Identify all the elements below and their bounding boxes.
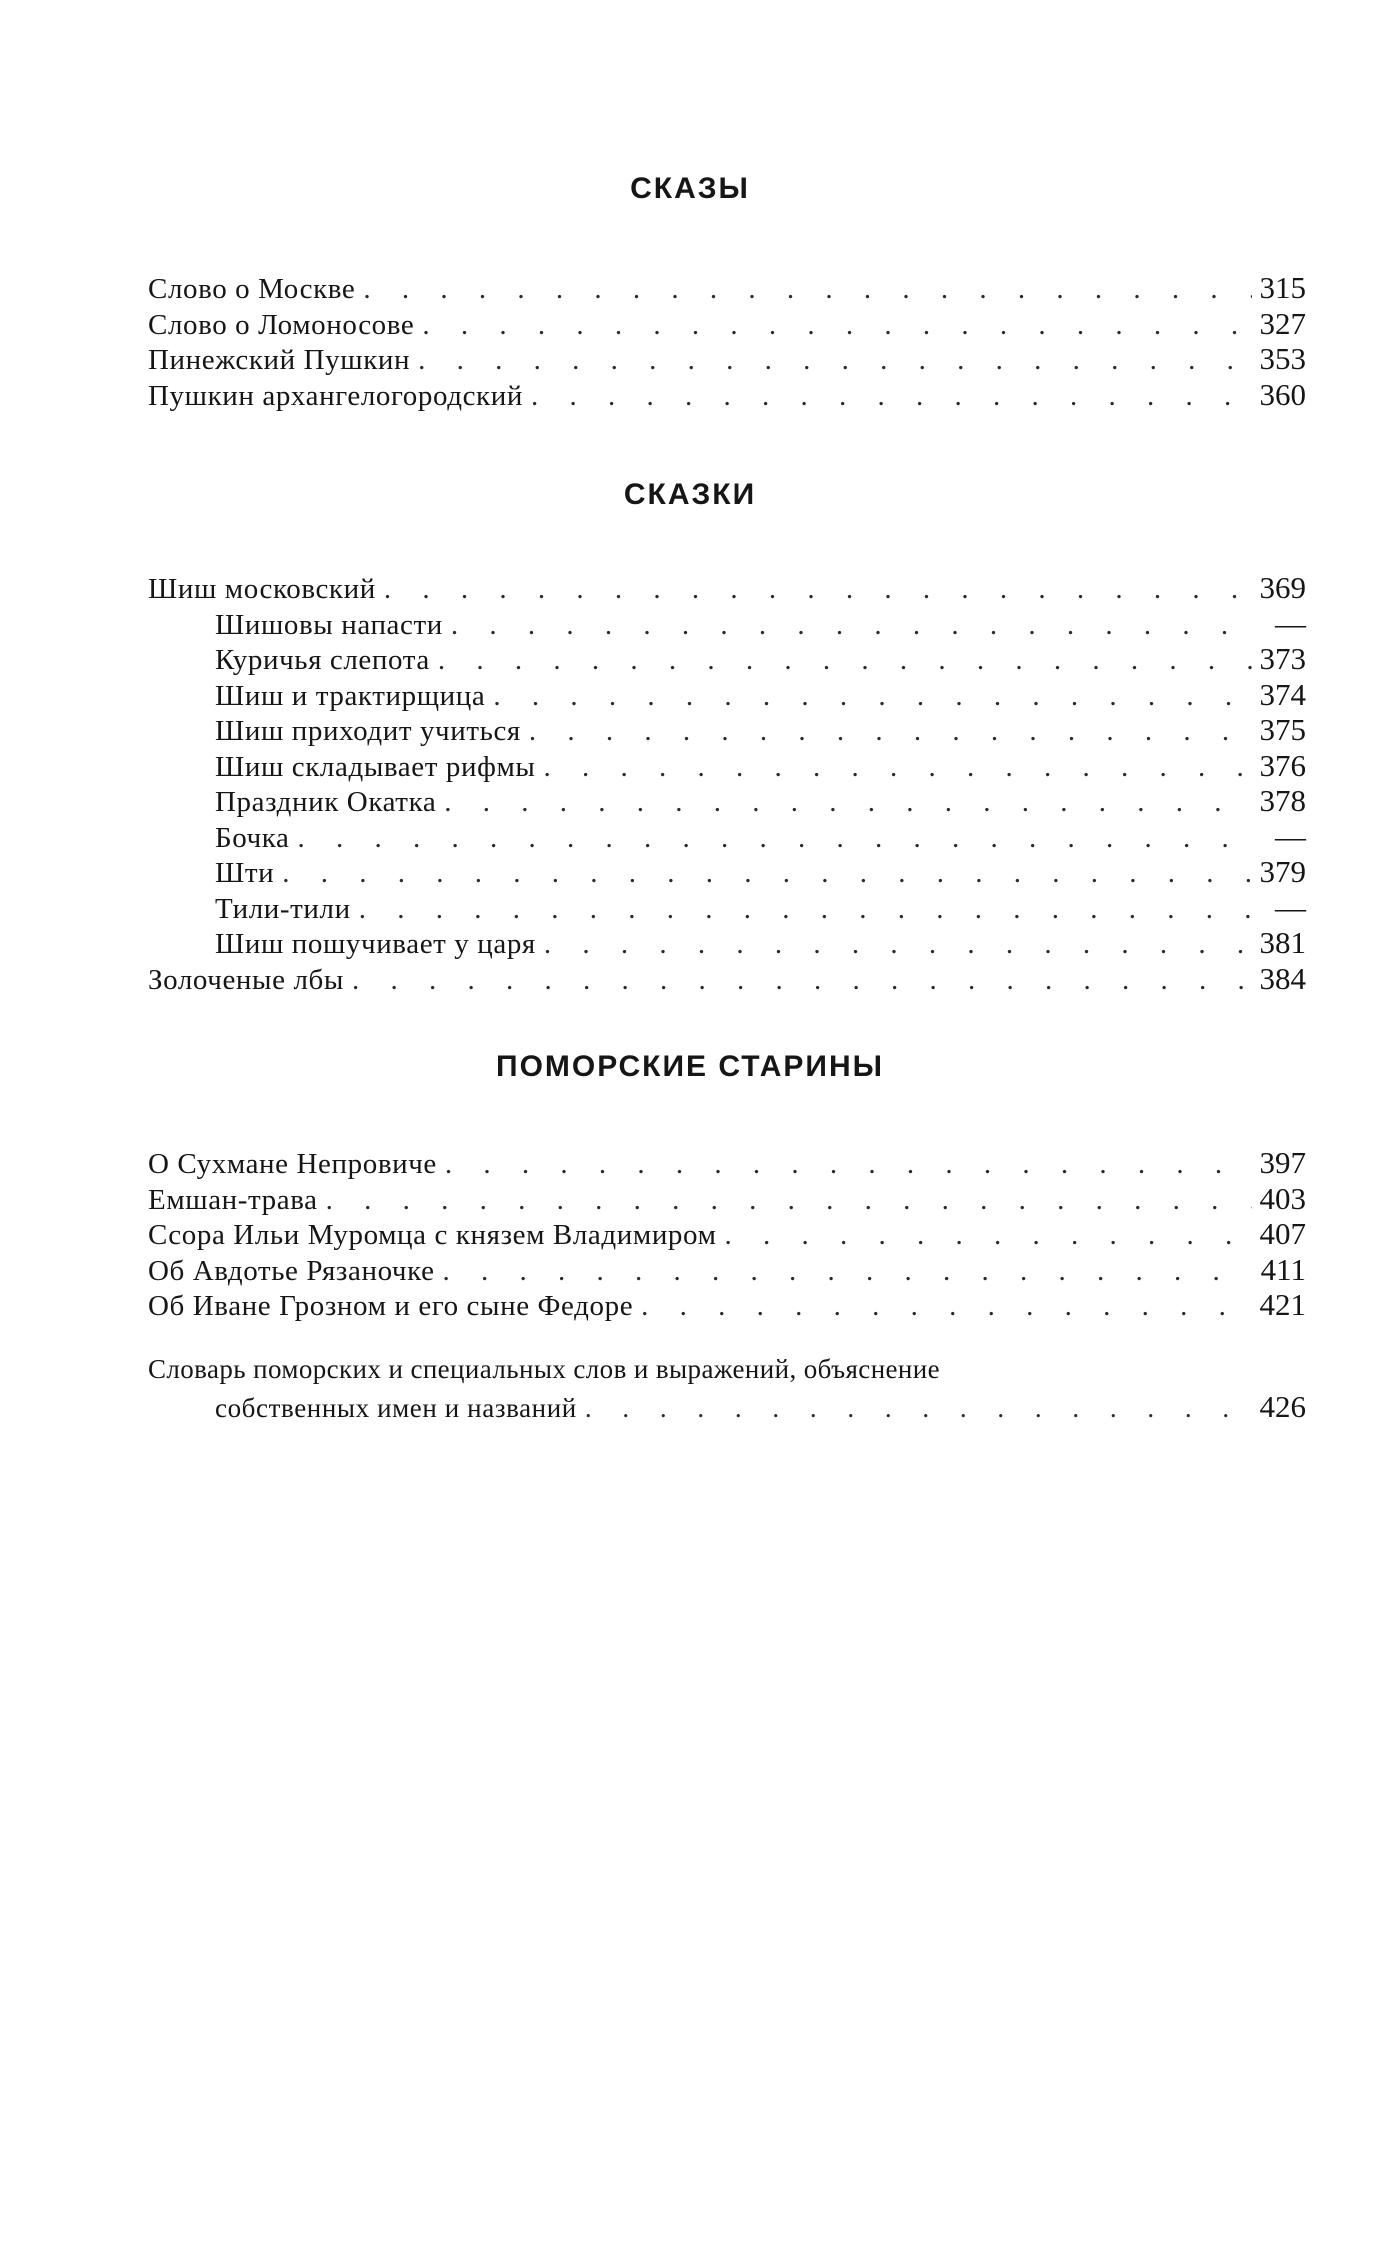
dot-leader (443, 1254, 1252, 1289)
toc-entry-page: — (1275, 889, 1306, 925)
section-title-skazki: СКАЗКИ (623, 478, 757, 511)
appendix-title-line2: собственных имен и названий (215, 1393, 577, 1423)
toc-entry-page: 327 (1259, 305, 1306, 341)
toc-entry[interactable] (148, 961, 1306, 997)
toc-entry-title: Золоченые лбы (148, 963, 344, 996)
toc-entry-title: Слово о Ломоносове (148, 308, 415, 341)
dot-leader (384, 572, 1252, 607)
toc-entry-page: — (1275, 605, 1306, 641)
toc-entry-title: Шиш и трактирщица (215, 679, 486, 712)
toc-entry-title: Праздник Окатка (215, 786, 437, 818)
toc-subentry[interactable] (148, 606, 1306, 642)
dot-leader (445, 1147, 1252, 1182)
toc-entry-page: 379 (1259, 854, 1306, 889)
toc-entry-title: Шти (215, 857, 275, 889)
toc-subentry[interactable] (148, 748, 1306, 784)
toc-entry[interactable] (148, 377, 1306, 413)
dot-leader (444, 785, 1252, 820)
toc-entry-title: О Сухмане Непровиче (148, 1148, 437, 1180)
toc-subentry[interactable] (148, 641, 1306, 677)
toc-entry-page: 373 (1259, 641, 1306, 676)
toc-subentry[interactable] (148, 925, 1306, 961)
toc-appendix-entry[interactable] (148, 1350, 1306, 1427)
toc-entry-page: 315 (1259, 270, 1306, 305)
dot-leader (282, 856, 1252, 891)
toc-entry-title: Шиш пошучивает у царя (215, 928, 536, 960)
toc-entry-title: Шишовы напасти (215, 608, 443, 641)
toc-entry-page: 411 (1260, 1251, 1306, 1287)
toc-entry-page: 374 (1259, 676, 1306, 712)
toc-entry-title: Шиш московский (148, 573, 376, 605)
toc-entry-page: 376 (1259, 747, 1306, 783)
toc-entry-page: 403 (1259, 1180, 1306, 1216)
dot-leader (363, 272, 1252, 307)
dot-leader (725, 1218, 1252, 1253)
toc-entry-title: Емшан-трава (148, 1183, 318, 1216)
toc-entry[interactable] (148, 1145, 1306, 1181)
toc-entry-title: Об Иване Грозном и его сыне Федоре (148, 1290, 634, 1322)
toc-entry[interactable] (148, 341, 1306, 377)
toc-entry-page: 378 (1259, 783, 1306, 818)
toc-entry-page: 353 (1259, 341, 1306, 376)
dot-leader (641, 1289, 1252, 1324)
toc-subentry[interactable] (148, 712, 1306, 748)
dot-leader (326, 1183, 1252, 1218)
toc-entry-page: 381 (1259, 925, 1306, 960)
toc-entry-page: 369 (1259, 570, 1306, 605)
dot-leader (531, 379, 1252, 414)
toc-entry-title: Бочка (215, 821, 290, 854)
toc-entry[interactable] (148, 1181, 1306, 1217)
dot-leader (298, 821, 1252, 856)
toc-list-skazki (148, 570, 1306, 996)
dot-leader (544, 927, 1252, 962)
toc-entry-title: Слово о Москве (148, 273, 356, 305)
toc-entry-page: — (1275, 818, 1306, 854)
toc-entry[interactable] (148, 570, 1306, 606)
toc-entry[interactable] (148, 306, 1306, 342)
dot-leader (493, 679, 1252, 714)
toc-entry-page: 375 (1259, 712, 1306, 747)
appendix-title-line1: Словарь поморских и специальных слов и выражений, объяснение (148, 1354, 941, 1384)
toc-entry-page: 397 (1259, 1145, 1306, 1180)
toc-entry-title: Шиш складывает рифмы (215, 750, 536, 783)
dot-leader (352, 963, 1252, 998)
toc-entry-title: Об Авдотье Рязаночке (148, 1254, 435, 1287)
toc-entry[interactable] (148, 1287, 1306, 1323)
dot-leader (418, 343, 1252, 378)
toc-entry-title: Шиш приходит учиться (215, 715, 521, 747)
dot-leader (451, 608, 1252, 643)
dot-leader (529, 714, 1252, 749)
toc-subentry[interactable] (148, 783, 1306, 819)
toc-entry-title: Куричья слепота (215, 644, 430, 676)
toc-entry[interactable] (148, 1252, 1306, 1288)
toc-entry-page: 360 (1259, 376, 1306, 412)
toc-entry-title: Пушкин архангелогородский (148, 379, 523, 412)
toc-entry-page: 407 (1259, 1216, 1306, 1251)
toc-entry-page: 421 (1259, 1287, 1306, 1322)
toc-subentry[interactable] (148, 819, 1306, 855)
toc-entry-title: Тили-тили (215, 892, 351, 925)
appendix-title-line2-row (148, 1388, 1306, 1427)
section-title-skazy: СКАЗЫ (630, 172, 750, 205)
toc-entry-page: 384 (1259, 960, 1306, 996)
dot-leader (359, 892, 1252, 927)
dot-leader (438, 643, 1252, 678)
toc-entry-title: Пинежский Пушкин (148, 344, 411, 376)
toc-entry[interactable] (148, 270, 1306, 306)
toc-list-skazy (148, 270, 1306, 412)
appendix-page: 426 (1259, 1389, 1306, 1424)
dot-leader (585, 1389, 1252, 1427)
toc-entry-title: Ссора Ильи Муромца с князем Владимиром (148, 1219, 717, 1251)
toc-subentry[interactable] (148, 854, 1306, 890)
section-title-pomorskie-stariny: ПОМОРСКИЕ СТАРИНЫ (496, 1050, 884, 1083)
toc-list-pomorskie-stariny (148, 1145, 1306, 1323)
dot-leader (544, 750, 1252, 785)
toc-subentry[interactable] (148, 890, 1306, 926)
toc-entry[interactable] (148, 1216, 1306, 1252)
dot-leader (422, 308, 1252, 343)
toc-subentry[interactable] (148, 677, 1306, 713)
